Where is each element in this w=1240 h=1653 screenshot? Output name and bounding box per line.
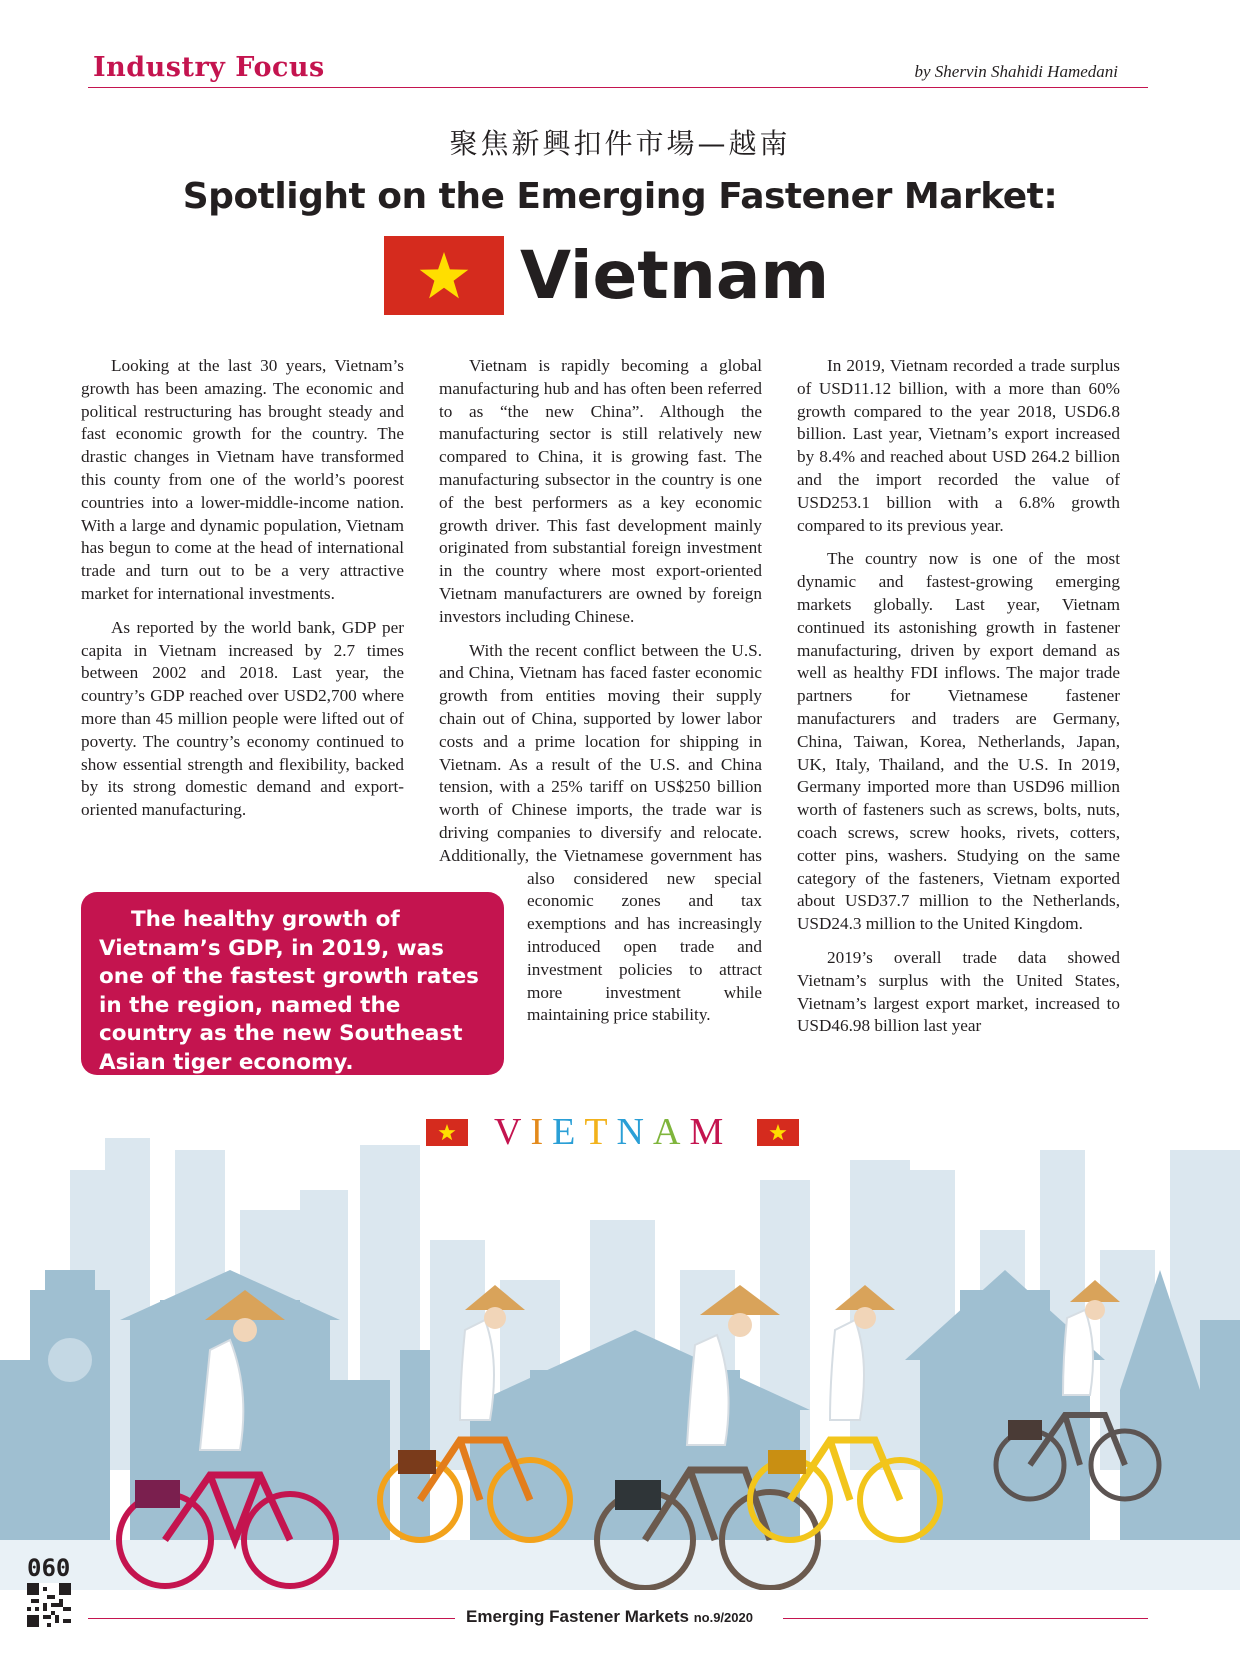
article-column-1: [81, 355, 404, 833]
vietnam-flag-large: [384, 236, 504, 315]
vietnam-banner-word: [494, 1110, 732, 1154]
publication-name: Emerging Fastener Markets: [466, 1607, 689, 1626]
banner-letter: V: [494, 1111, 531, 1153]
banner-letter: I: [530, 1111, 553, 1153]
paragraph: 2019’s overall trade data showed Vietnam’s surplus with the United States, Vietnam’s largest export market, increased to USD46.98 billion last year: [797, 947, 1120, 1036]
title-english: Spotlight on the Emerging Fastener Market:: [182, 176, 1058, 217]
title-chinese: 聚焦新興扣件市場—越南: [449, 127, 791, 160]
banner-letter: A: [653, 1111, 690, 1153]
paragraph: As reported by the world bank, GDP per capita in Vietnam increased by 2.7 times between 2002 and 2018. Last year, the country’s GDP reached over USD2,700 where more than 45 million people were lifted out of poverty. The country’s economy continued to show essential strength and flexibility, backed by its strong domestic demand and export-oriented manufacturing.: [81, 617, 404, 820]
title-country: Vietnam: [520, 237, 830, 314]
banner-letter: N: [616, 1111, 653, 1153]
article-column-3: [797, 355, 1120, 1038]
footer-rule-left: [88, 1618, 455, 1619]
page-number: 060: [27, 1554, 71, 1582]
issue-number: no.9/2020: [693, 1610, 753, 1625]
flag-star-icon: [384, 236, 504, 315]
vietnam-skyline-illustration: [0, 1120, 1240, 1590]
vietnam-flag-small-left: [426, 1119, 468, 1146]
qr-code-icon: [27, 1583, 71, 1627]
pull-quote-text: The healthy growth of Vietnam’s GDP, in 2019, was one of the fastest growth rates in the region, named the country as the new Southeast Asian tiger economy.: [99, 907, 479, 1075]
author-byline: by Shervin Shahidi Hamedani: [914, 62, 1118, 81]
paragraph: Vietnam is rapidly becoming a global manufacturing hub and has often been referred to as “the new China”. Although the manufacturing sector is still relatively new compared to China, it is growing fast. The manufacturing subsector in the country is one of the best performers as a key economic growth driver. This fast development mainly originated from substantial foreign investment in the country where most export-oriented Vietnam manufacturers are owned by foreign investors including Chinese.: [439, 356, 762, 626]
section-label: Industry Focus: [93, 52, 325, 83]
banner-letter: E: [552, 1111, 585, 1153]
paragraph: Looking at the last 30 years, Vietnam’s growth has been amazing. The economic and political restructuring has brought steady and fast economic growth for the country. The drastic changes in Vietnam have transformed this county from one of the world’s poorest countries into a lower-middle-income nation. With a large and dynamic population, Vietnam has begun to come at the head of international trade and turn out to be a very attractive market for international investments.: [81, 356, 404, 603]
pull-quote: [81, 892, 504, 1075]
footer-publication: [466, 1607, 753, 1627]
banner-letter: T: [584, 1111, 617, 1153]
paragraph: With the recent conflict between the U.S. and China, Vietnam has faced faster economic growth from entities moving their supply chain out of China, supported by lower labor costs and a prime location for shipping in Vietnam. As a result of the U.S. and China tension, with a 25% tariff on US$250 billion worth of Chinese imports, the trade war is driving companies to diversify and relocate. Additionally, the Vietnamese government has also considered new special economic zones and tax exemptions and has increasingly introduced open trade and investment policies to attract more investment while maintaining price stability.: [439, 640, 762, 1025]
footer-rule-right: [783, 1618, 1148, 1619]
vietnam-flag-small-right: [757, 1119, 799, 1146]
paragraph: The country now is one of the most dynamic and fastest-growing emerging markets globally. Last year, Vietnam continued its astonishing growth in fastener manufacturing, driven by export demand as well as healthy FDI inflows. The major trade partners for Vietnamese fastener manufacturers and traders are Germany, China, Taiwan, Korea, Netherlands, Japan, UK, Italy, Thailand, and the U.S. In 2019, Germany imported more than USD96 million worth of fasteners such as screws, bolts, nuts, coach screws, screw hooks, rivets, cotters, cotter pins, washers. Studying on the same category of the fasteners, Vietnam exported about USD37.7 million to the Netherlands, USD24.3 million to the United Kingdom.: [797, 549, 1120, 934]
header-rule: [88, 87, 1148, 88]
flag-star-icon: [426, 1119, 468, 1146]
banner-letter: M: [689, 1111, 733, 1153]
paragraph: In 2019, Vietnam recorded a trade surplus of USD11.12 billion, with a more than 60% growth compared to the year 2018, USD6.8 billion. Last year, Vietnam’s export increased by 8.4% and reached about USD 264.2 billion and the import recorded the value of USD253.1 billion with a 6.8% growth compared to its previous year.: [797, 356, 1120, 535]
flag-star-icon: [757, 1119, 799, 1146]
